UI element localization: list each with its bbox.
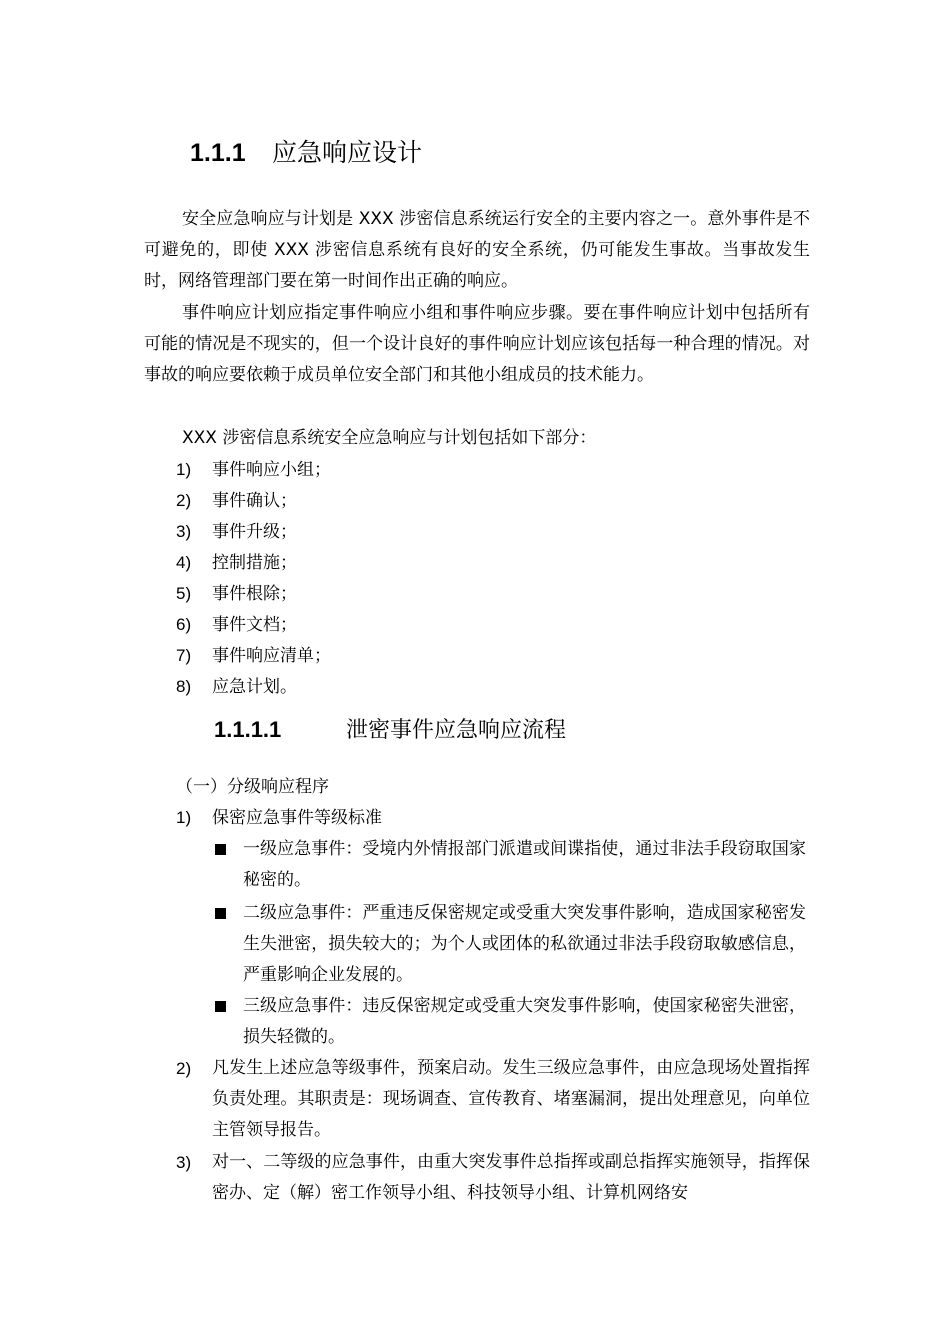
list-number: 8) bbox=[176, 677, 192, 696]
list-number: 3) bbox=[176, 1153, 192, 1172]
paragraph-intro: 安全应急响应与计划是 XXX 涉密信息系统运行安全的主要内容之一。意外事件是不可避免的，即使 XXX 涉密信息系统有良好的安全系统，仍可能发生事故。当事故发生时，网络管理部门要在第一时间作出正确的响应。 bbox=[144, 209, 810, 291]
list-number: 3) bbox=[176, 522, 192, 541]
procedure-item bbox=[176, 1147, 810, 1209]
list-text: 对一、二等级的应急事件，由重大突发事件总指挥或副总指挥实施领导，指挥保密办、定（解）密工作领导小组、科技领导小组、计算机网络安 bbox=[212, 1152, 810, 1203]
list-text: 事件确认； bbox=[212, 491, 297, 511]
list-number: 2) bbox=[176, 491, 192, 510]
list-number: 6) bbox=[176, 615, 192, 634]
section-heading bbox=[190, 136, 422, 170]
level-bullet-item bbox=[212, 991, 810, 1053]
plan-list-item bbox=[176, 454, 331, 486]
subsection-title: 泄密事件应急响应流程 bbox=[346, 718, 567, 743]
plan-list-item bbox=[176, 609, 297, 641]
section-title: 应急响应设计 bbox=[272, 138, 423, 167]
section-number: 1.1.1 bbox=[190, 139, 246, 167]
list-text: 保密应急事件等级标准 bbox=[212, 808, 382, 828]
list-number: 2) bbox=[176, 1059, 192, 1078]
list-text: 事件根除； bbox=[212, 584, 297, 604]
subsection-number: 1.1.1.1 bbox=[214, 717, 282, 742]
list-text: 事件响应小组； bbox=[212, 460, 331, 480]
list-text: 应急计划。 bbox=[212, 677, 297, 697]
procedure-item bbox=[176, 802, 382, 834]
subsection-heading bbox=[214, 714, 566, 747]
list-number: 1) bbox=[176, 460, 192, 479]
bullet-text: 二级应急事件：严重违反保密规定或受重大突发事件影响，造成国家秘密发生失泄密，损失较大的；为个人或团体的私欲通过非法手段窃取敏感信息，严重影响企业发展的。 bbox=[243, 903, 806, 985]
list-number: 1) bbox=[176, 808, 192, 827]
paragraph-response-plan: 事件响应计划应指定事件响应小组和事件响应步骤。要在事件响应计划中包括所有可能的情况是不现实的，但一个设计良好的事件响应计划应该包括每一种合理的情况。对事故的响应要依赖于成员单位安全部门和其他小组成员的技术能力。 bbox=[144, 303, 810, 385]
list-text: 凡发生上述应急等级事件，预案启动。发生三级应急事件，由应急现场处置指挥负责处理。其职责是：现场调查、宣传教育、堵塞漏洞，提出处理意见，向单位主管领导报告。 bbox=[212, 1058, 810, 1140]
level-bullet-item bbox=[212, 834, 810, 896]
plan-list-item bbox=[176, 516, 297, 548]
list-text: 事件响应清单； bbox=[212, 646, 331, 666]
list-text: 事件升级； bbox=[212, 522, 297, 542]
bullet-text: 三级应急事件：违反保密规定或受重大突发事件影响，使国家秘密失泄密，损失轻微的。 bbox=[243, 996, 806, 1047]
plan-list-item bbox=[176, 578, 297, 610]
square-bullet-icon bbox=[215, 908, 226, 919]
plan-list-item bbox=[176, 640, 331, 672]
square-bullet-icon bbox=[215, 844, 226, 855]
square-bullet-icon bbox=[215, 1001, 226, 1012]
plan-list-item bbox=[176, 547, 297, 579]
plan-intro: XXX 涉密信息系统安全应急响应与计划包括如下部分： bbox=[182, 428, 597, 448]
plan-list-item bbox=[176, 485, 297, 517]
level-bullet-item bbox=[212, 898, 810, 991]
plan-list-item bbox=[176, 671, 297, 703]
list-text: 控制措施； bbox=[212, 553, 297, 573]
procedure-heading: （一）分级响应程序 bbox=[176, 777, 329, 797]
list-number: 5) bbox=[176, 584, 192, 603]
list-number: 7) bbox=[176, 646, 192, 665]
bullet-text: 一级应急事件：受境内外情报部门派遣或间谍指使，通过非法手段窃取国家秘密的。 bbox=[243, 839, 806, 890]
procedure-item bbox=[176, 1053, 810, 1146]
list-text: 事件文档； bbox=[212, 615, 297, 635]
list-number: 4) bbox=[176, 553, 192, 572]
